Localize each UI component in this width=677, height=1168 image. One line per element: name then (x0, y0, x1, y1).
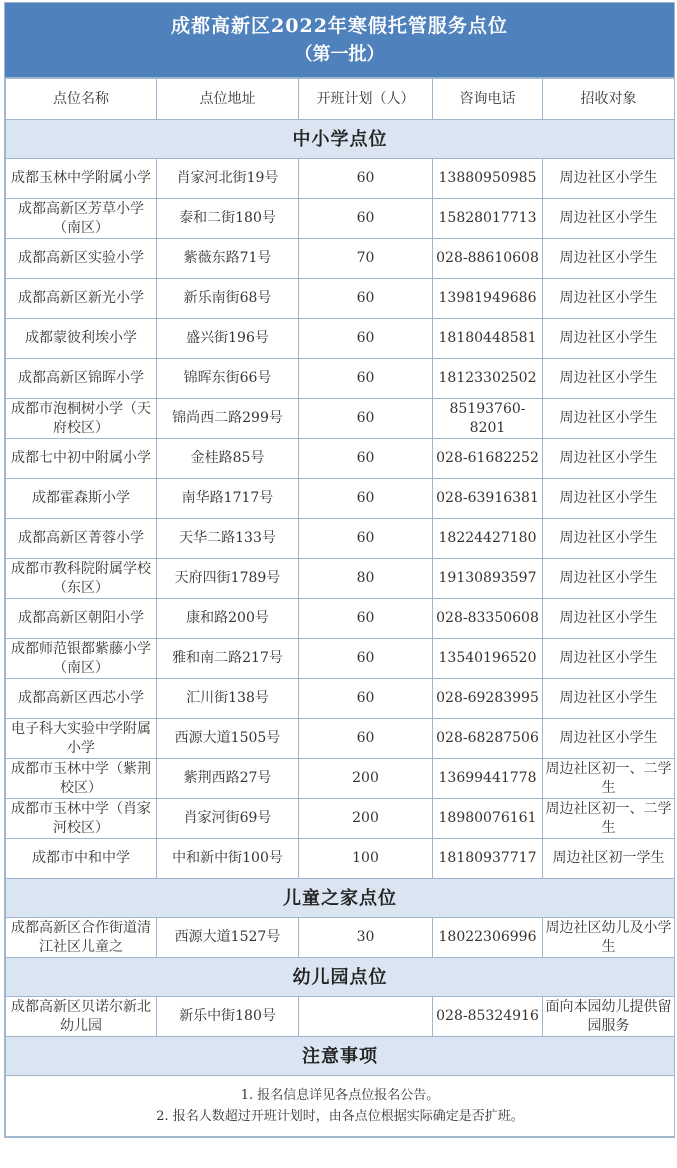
point-address-cell: 肖家河街69号 (157, 799, 299, 839)
point-address-cell: 雅和南二路217号 (157, 639, 299, 679)
enrollment-target-cell: 面向本园幼儿提供留园服务 (543, 997, 675, 1037)
section-title: 中小学点位 (6, 120, 675, 159)
table-row (6, 799, 675, 839)
class-plan-cell: 60 (299, 479, 433, 519)
table-row (6, 359, 675, 399)
enrollment-target-cell: 周边社区初一、二学生 (543, 799, 675, 839)
enrollment-target-cell: 周边社区小学生 (543, 279, 675, 319)
point-address-cell: 南华路1717号 (157, 479, 299, 519)
point-name-cell: 成都高新区新光小学 (6, 279, 157, 319)
enrollment-target-cell: 周边社区小学生 (543, 719, 675, 759)
contact-phone-cell: 028-88610608 (433, 239, 543, 279)
point-name-cell: 成都市中和中学 (6, 839, 157, 879)
contact-phone-cell: 18123302502 (433, 359, 543, 399)
column-header-address: 点位地址 (157, 79, 299, 120)
class-plan-cell: 60 (299, 599, 433, 639)
point-address-cell: 紫薇东路71号 (157, 239, 299, 279)
enrollment-target-cell: 周边社区小学生 (543, 159, 675, 199)
class-plan-cell: 60 (299, 399, 433, 439)
contact-phone-cell: 028-61682252 (433, 439, 543, 479)
point-name-cell: 成都高新区西芯小学 (6, 679, 157, 719)
point-address-cell: 紫荆西路27号 (157, 759, 299, 799)
contact-phone-cell: 18180448581 (433, 319, 543, 359)
table-row (6, 639, 675, 679)
point-name-cell: 电子科大实验中学附属小学 (6, 719, 157, 759)
table-row (6, 997, 675, 1037)
table-row (6, 479, 675, 519)
class-plan-cell: 60 (299, 199, 433, 239)
note-line: 2. 报名人数超过开班计划时，由各点位根据实际确定是否扩班。 (156, 1109, 524, 1124)
enrollment-target-cell: 周边社区小学生 (543, 639, 675, 679)
section-title: 幼儿园点位 (6, 958, 675, 997)
enrollment-target-cell: 周边社区小学生 (543, 679, 675, 719)
column-header-row (6, 79, 675, 120)
section-header-row (6, 958, 675, 997)
enrollment-target-cell: 周边社区小学生 (543, 599, 675, 639)
contact-phone-cell: 85193760-8201 (433, 399, 543, 439)
section-header-row (6, 879, 675, 918)
enrollment-target-cell: 周边社区小学生 (543, 479, 675, 519)
point-name-cell: 成都高新区朝阳小学 (6, 599, 157, 639)
page-title: 成都高新区2022年寒假托管服务点位 (171, 15, 508, 37)
table-row (6, 519, 675, 559)
class-plan-cell: 60 (299, 319, 433, 359)
enrollment-target-cell: 周边社区初一学生 (543, 839, 675, 879)
contact-phone-cell: 18180937717 (433, 839, 543, 879)
note-line: 1. 报名信息详见各点位报名公告。 (240, 1088, 440, 1103)
point-name-cell: 成都高新区锦晖小学 (6, 359, 157, 399)
contact-phone-cell: 028-85324916 (433, 997, 543, 1037)
notes-content (6, 1076, 675, 1137)
table-row (6, 239, 675, 279)
point-name-cell: 成都蒙彼利埃小学 (6, 319, 157, 359)
class-plan-cell: 60 (299, 159, 433, 199)
contact-phone-cell: 13540196520 (433, 639, 543, 679)
point-address-cell: 西源大道1505号 (157, 719, 299, 759)
contact-phone-cell: 13880950985 (433, 159, 543, 199)
notes-header-row (6, 1037, 675, 1076)
class-plan-cell: 60 (299, 279, 433, 319)
contact-phone-cell: 028-68287506 (433, 719, 543, 759)
point-address-cell: 泰和二街180号 (157, 199, 299, 239)
point-name-cell: 成都市玉林中学（肖家河校区） (6, 799, 157, 839)
table-row (6, 839, 675, 879)
enrollment-target-cell: 周边社区小学生 (543, 519, 675, 559)
section-header-row (6, 120, 675, 159)
class-plan-cell: 60 (299, 679, 433, 719)
enrollment-target-cell: 周边社区小学生 (543, 359, 675, 399)
table-row (6, 719, 675, 759)
point-address-cell: 汇川街138号 (157, 679, 299, 719)
page-subtitle: （第一批） (294, 44, 385, 65)
class-plan-cell: 80 (299, 559, 433, 599)
class-plan-cell: 60 (299, 359, 433, 399)
table-row (6, 279, 675, 319)
table-row (6, 399, 675, 439)
enrollment-target-cell: 周边社区小学生 (543, 439, 675, 479)
class-plan-cell: 60 (299, 439, 433, 479)
class-plan-cell (299, 997, 433, 1037)
point-address-cell: 金桂路85号 (157, 439, 299, 479)
point-address-cell: 中和新中街100号 (157, 839, 299, 879)
section-title: 儿童之家点位 (6, 879, 675, 918)
table-row (6, 159, 675, 199)
enrollment-target-cell: 周边社区小学生 (543, 319, 675, 359)
table-row (6, 918, 675, 958)
column-header-plan: 开班计划（人） (299, 79, 433, 120)
enrollment-target-cell: 周边社区小学生 (543, 199, 675, 239)
contact-phone-cell: 18022306996 (433, 918, 543, 958)
point-address-cell: 肖家河北街19号 (157, 159, 299, 199)
enrollment-target-cell: 周边社区小学生 (543, 559, 675, 599)
table-body (6, 79, 675, 1137)
contact-phone-cell: 19130893597 (433, 559, 543, 599)
table-row (6, 679, 675, 719)
point-name-cell: 成都高新区贝诺尔新北幼儿园 (6, 997, 157, 1037)
notes-row (6, 1076, 675, 1137)
class-plan-cell: 100 (299, 839, 433, 879)
contact-phone-cell: 18980076161 (433, 799, 543, 839)
points-table (5, 78, 675, 1137)
point-name-cell: 成都市玉林中学（紫荆校区） (6, 759, 157, 799)
point-address-cell: 天华二路133号 (157, 519, 299, 559)
enrollment-target-cell: 周边社区小学生 (543, 239, 675, 279)
table-row (6, 559, 675, 599)
point-name-cell: 成都高新区合作街道清江社区儿童之 (6, 918, 157, 958)
point-name-cell: 成都市泡桐树小学（天府校区） (6, 399, 157, 439)
column-header-name: 点位名称 (6, 79, 157, 120)
enrollment-target-cell: 周边社区初一、二学生 (543, 759, 675, 799)
class-plan-cell: 200 (299, 799, 433, 839)
class-plan-cell: 200 (299, 759, 433, 799)
class-plan-cell: 60 (299, 719, 433, 759)
column-header-target: 招收对象 (543, 79, 675, 120)
table-row (6, 599, 675, 639)
enrollment-target-cell: 周边社区幼儿及小学生 (543, 918, 675, 958)
class-plan-cell: 60 (299, 519, 433, 559)
contact-phone-cell: 028-69283995 (433, 679, 543, 719)
contact-phone-cell: 13981949686 (433, 279, 543, 319)
contact-phone-cell: 028-63916381 (433, 479, 543, 519)
column-header-phone: 咨询电话 (433, 79, 543, 120)
point-address-cell: 康和路200号 (157, 599, 299, 639)
point-name-cell: 成都高新区实验小学 (6, 239, 157, 279)
point-name-cell: 成都玉林中学附属小学 (6, 159, 157, 199)
point-address-cell: 盛兴街196号 (157, 319, 299, 359)
point-name-cell: 成都高新区芳草小学（南区） (6, 199, 157, 239)
class-plan-cell: 70 (299, 239, 433, 279)
contact-phone-cell: 15828017713 (433, 199, 543, 239)
point-name-cell: 成都师范银都紫藤小学（南区） (6, 639, 157, 679)
enrollment-target-cell: 周边社区小学生 (543, 399, 675, 439)
table-row (6, 759, 675, 799)
point-name-cell: 成都霍森斯小学 (6, 479, 157, 519)
table-row (6, 439, 675, 479)
point-name-cell: 成都市教科院附属学校（东区） (6, 559, 157, 599)
table-row (6, 319, 675, 359)
point-name-cell: 成都七中初中附属小学 (6, 439, 157, 479)
point-address-cell: 新乐南街68号 (157, 279, 299, 319)
point-address-cell: 新乐中街180号 (157, 997, 299, 1037)
point-address-cell: 西源大道1527号 (157, 918, 299, 958)
class-plan-cell: 30 (299, 918, 433, 958)
notes-title: 注意事项 (6, 1037, 675, 1076)
table-row (6, 199, 675, 239)
point-address-cell: 锦晖东街66号 (157, 359, 299, 399)
contact-phone-cell: 028-83350608 (433, 599, 543, 639)
contact-phone-cell: 13699441778 (433, 759, 543, 799)
service-points-table (4, 2, 675, 1138)
point-name-cell: 成都高新区菁蓉小学 (6, 519, 157, 559)
contact-phone-cell: 18224427180 (433, 519, 543, 559)
class-plan-cell: 60 (299, 639, 433, 679)
point-address-cell: 锦尚西二路299号 (157, 399, 299, 439)
table-title-bar (5, 3, 674, 78)
point-address-cell: 天府四街1789号 (157, 559, 299, 599)
